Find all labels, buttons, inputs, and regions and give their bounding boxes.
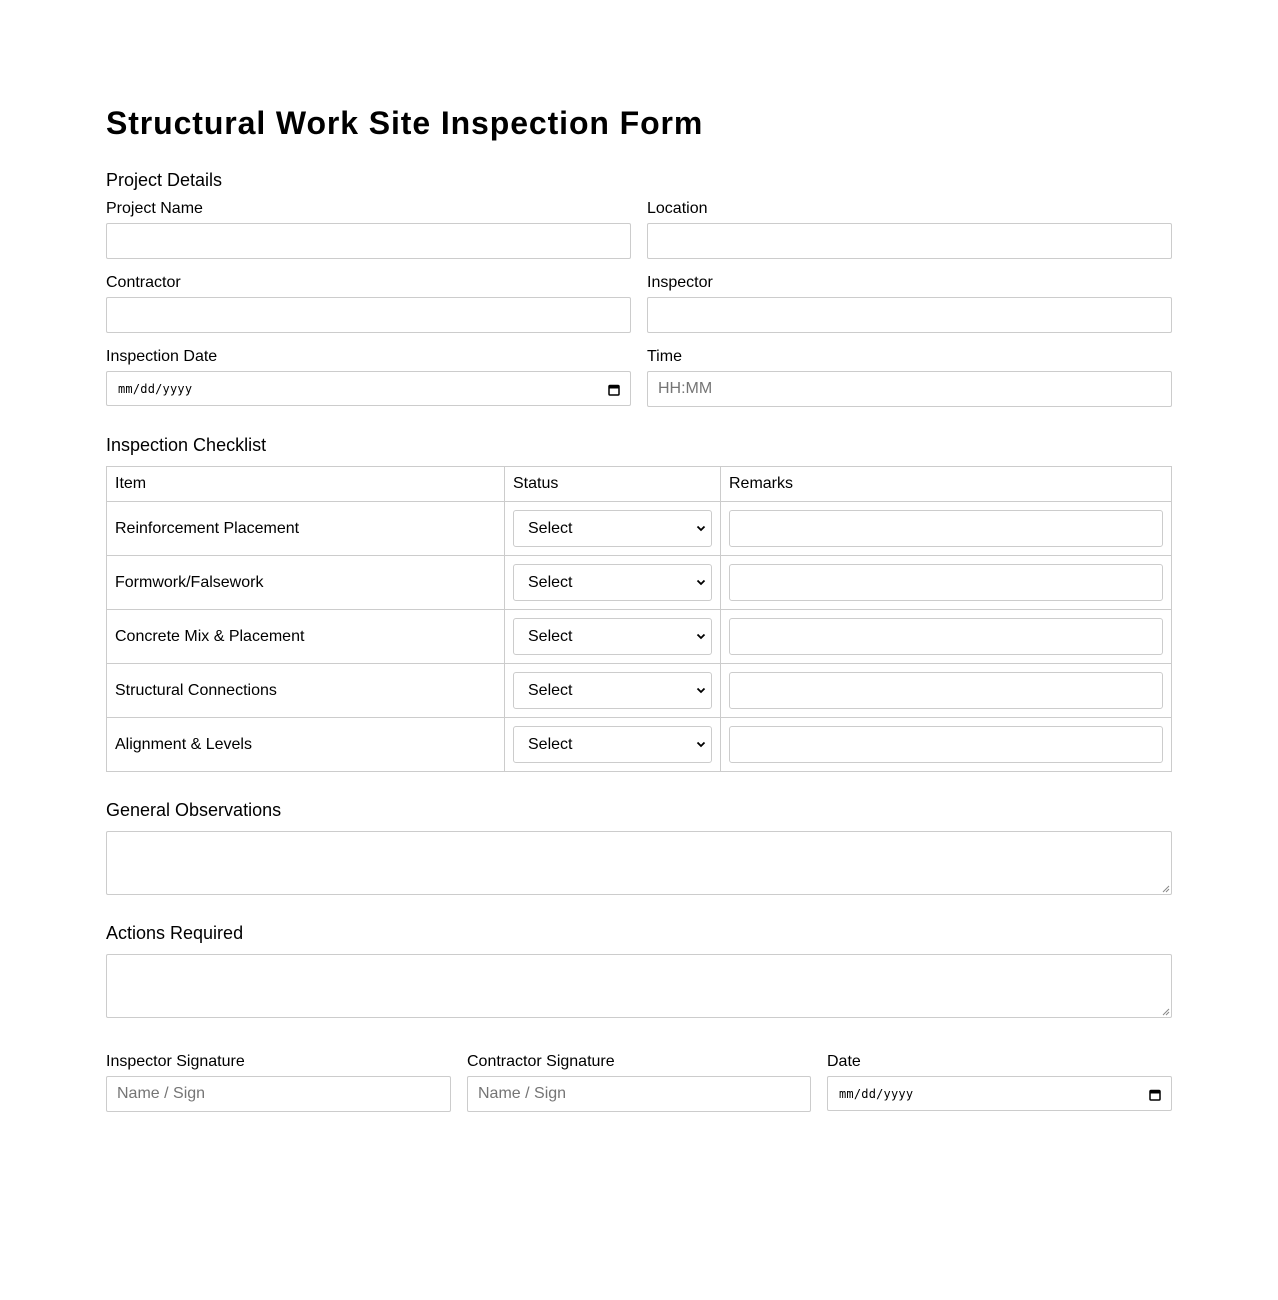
contractor-input[interactable] (106, 297, 631, 333)
time-label: Time (647, 348, 682, 365)
item-cell: Structural Connections (107, 664, 505, 718)
contractor-signature-input[interactable] (467, 1076, 811, 1112)
remarks-cell (721, 610, 1172, 664)
remarks-input[interactable] (729, 726, 1163, 763)
time-input[interactable] (647, 371, 1172, 407)
status-select-value: Select (528, 519, 573, 537)
signature-date-field (827, 1052, 1172, 1111)
contractor-label: Contractor (106, 274, 181, 291)
status-cell (505, 556, 721, 610)
remarks-input[interactable] (729, 510, 1163, 547)
status-select[interactable] (513, 510, 712, 547)
signature-date-label: Date (827, 1053, 861, 1070)
table-row (107, 556, 1172, 610)
time-field (647, 347, 1172, 407)
item-cell: Alignment & Levels (107, 718, 505, 772)
status-select[interactable] (513, 726, 712, 763)
resize-handle-icon[interactable] (1161, 884, 1170, 893)
contractor-signature-field (467, 1052, 811, 1112)
location-input[interactable] (647, 223, 1172, 259)
inspector-signature-label: Inspector Signature (106, 1053, 245, 1070)
item-cell: Concrete Mix & Placement (107, 610, 505, 664)
checklist-heading: Inspection Checklist (106, 435, 267, 455)
chevron-down-icon (695, 576, 707, 588)
checklist-table (106, 466, 1172, 772)
status-select[interactable] (513, 564, 712, 601)
chevron-down-icon (695, 738, 707, 750)
table-row (107, 718, 1172, 772)
inspector-signature-input[interactable] (106, 1076, 451, 1112)
signature-date-input[interactable] (827, 1076, 1172, 1111)
general-observations-textarea[interactable] (106, 831, 1172, 895)
inspector-signature-field (106, 1052, 451, 1112)
inspection-date-input[interactable] (106, 371, 631, 406)
status-cell (505, 610, 721, 664)
inspector-input[interactable] (647, 297, 1172, 333)
table-row (107, 502, 1172, 556)
remarks-input[interactable] (729, 672, 1163, 709)
inspection-date-field (106, 347, 631, 406)
contractor-signature-label: Contractor Signature (467, 1053, 615, 1070)
status-cell (505, 718, 721, 772)
location-label: Location (647, 200, 708, 217)
item-cell: Formwork/Falsework (107, 556, 505, 610)
remarks-cell (721, 664, 1172, 718)
table-row (107, 664, 1172, 718)
inspector-field (647, 273, 1172, 333)
resize-handle-icon[interactable] (1161, 1007, 1170, 1016)
actions-required-textarea[interactable] (106, 954, 1172, 1018)
status-select[interactable] (513, 618, 712, 655)
location-field (647, 199, 1172, 259)
calendar-icon[interactable] (1149, 1088, 1161, 1100)
status-select[interactable] (513, 672, 712, 709)
table-header-row (107, 467, 1172, 502)
chevron-down-icon (695, 684, 707, 696)
table-row (107, 610, 1172, 664)
inspection-date-label: Inspection Date (106, 348, 218, 365)
status-cell (505, 502, 721, 556)
contractor-field (106, 273, 631, 333)
column-header-remarks: Remarks (721, 467, 1172, 502)
inspector-label: Inspector (647, 274, 713, 291)
project-name-field (106, 199, 631, 259)
general-observations-heading: General Observations (106, 800, 282, 820)
actions-required-heading: Actions Required (106, 923, 244, 943)
remarks-input[interactable] (729, 564, 1163, 601)
chevron-down-icon (695, 522, 707, 534)
column-header-status: Status (505, 467, 721, 502)
calendar-icon[interactable] (608, 383, 620, 395)
remarks-input[interactable] (729, 618, 1163, 655)
page-title: Structural Work Site Inspection Form (106, 105, 704, 141)
project-name-label: Project Name (106, 200, 203, 217)
remarks-cell (721, 502, 1172, 556)
date-mask: mm/dd/yyyy (839, 1086, 914, 1101)
item-cell: Reinforcement Placement (107, 502, 505, 556)
project-name-input[interactable] (106, 223, 631, 259)
remarks-cell (721, 718, 1172, 772)
status-cell (505, 664, 721, 718)
status-select-value: Select (528, 681, 573, 699)
remarks-cell (721, 556, 1172, 610)
chevron-down-icon (695, 630, 707, 642)
status-select-value: Select (528, 627, 573, 645)
project-details-heading: Project Details (106, 170, 223, 190)
date-mask: mm/dd/yyyy (118, 381, 193, 396)
status-select-value: Select (528, 573, 573, 591)
column-header-item: Item (107, 467, 505, 502)
status-select-value: Select (528, 735, 573, 753)
